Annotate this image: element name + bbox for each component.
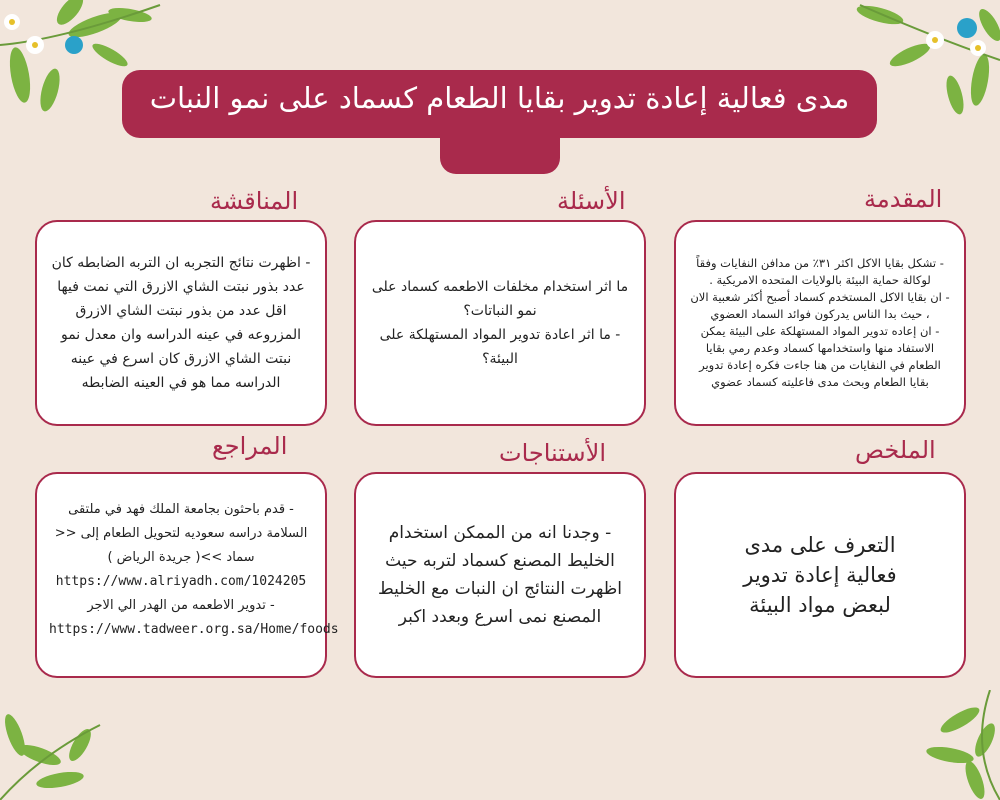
reference-2-text: - تدوير الاطعمه من الهدر الي الاجر: [87, 598, 275, 613]
intro-heading: المقدمة: [864, 185, 943, 213]
questions-heading: الأسئلة: [557, 187, 626, 215]
intro-card: [674, 220, 966, 426]
references-card: [35, 472, 339, 678]
references-heading: المراجع: [212, 432, 288, 460]
summary-heading: الملخص: [855, 436, 936, 464]
summary-text: التعرف على مدى فعالية إعادة تدوير لبعض مواد البيئة: [743, 533, 897, 617]
reference-1-link[interactable]: https://www.alriyadh.com/1024205: [55, 574, 307, 589]
reference-1-text: - قدم باحثون بجامعة الملك فهد في ملتقى السلامة دراسه سعوديه لتحويل الطعام إلى << سماد >>( جريدة الرياض ): [54, 502, 308, 565]
discussion-heading: المناقشة: [210, 187, 299, 215]
discussion-text: - اظهرت نتائج التجربه ان التربه الضابطه كان عدد بذور نبتت الشاي الازرق التي نمت فيها اقل عدد من بذور نبتت الشاي الازرق المزروعه في عينه الدراسه وان معدل نمو نبتت الشاي الازرق كان اسرع في عينه الدراسه مما هو في العينه الضابطه: [51, 255, 311, 391]
questions-card: [354, 220, 646, 426]
bottom-left-leaves-decoration: [0, 705, 110, 800]
reference-2-link[interactable]: https://www.tadweer.org.sa/Home/foods: [49, 622, 339, 637]
conclusions-text: - وجدنا انه من الممكن استخدام الخليط المصنع كسماد لتربه حيث اظهرت النتائج ان النبات مع الخليط المصنع نمى اسرع وبعدد اكبر: [377, 523, 623, 627]
title-banner-tab: [440, 118, 560, 174]
summary-card: [674, 472, 966, 678]
conclusions-card: [354, 472, 646, 678]
discussion-card: [35, 220, 327, 426]
questions-text: ما اثر استخدام مخلفات الاطعمه كسماد على نمو النباتات؟ - ما اثر اعادة تدوير المواد المستهلكة على البيئة؟: [371, 279, 629, 367]
bottom-right-leaves-decoration: [920, 690, 1000, 800]
conclusions-heading: الأستناجات: [499, 439, 607, 467]
page-title: مدى فعالية إعادة تدوير بقايا الطعام كسماد على نمو النبات: [149, 81, 850, 115]
intro-text: - تشكل بقايا الاكل اكثر ٣١٪ من مدافن النفايات وفقاً لوكالة حماية البيئة بالولايات المتحده الامريكية . - ان بقايا الاكل المستخدم كسماد أصبح أكثر شعبية الان ، حيث بدا الناس يدركون فوائد السماد العضوي - ان إعاده تدوير المواد المستهلكة على البيئة يمكن الاستفاد منها واستخدامها كسماد وعدم رمي بقايا الطعام في النفايات من هنا جاءت فكره إعادة تدوير بقايا الطعام وبحث مدى فاعليته كسماد عضوي: [690, 256, 950, 389]
